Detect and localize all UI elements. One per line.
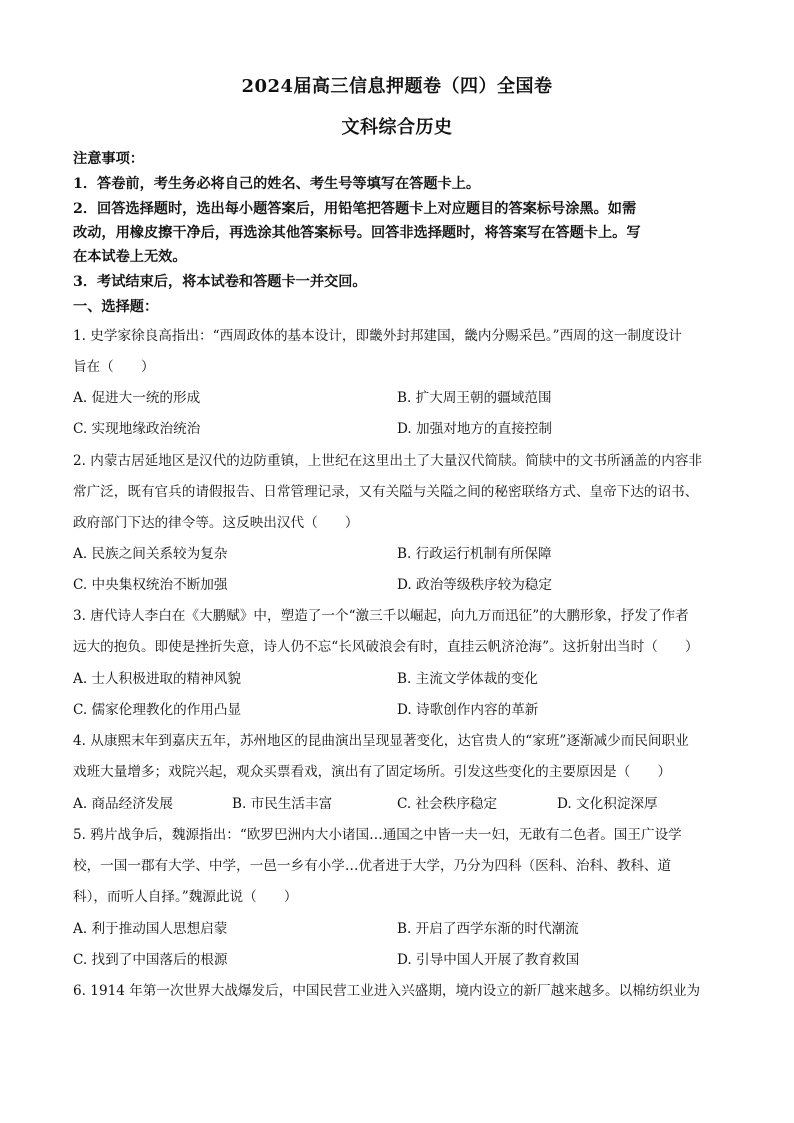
- question-1-option-d: D. 加强对地方的直接控制: [397, 421, 552, 437]
- question-4-option-b: B. 市民生活丰富: [232, 796, 333, 812]
- question-1-text: 旨在（ ）: [73, 359, 155, 375]
- question-3-option-a: A. 士人积极进取的精神风貌: [73, 671, 241, 687]
- question-1-option-c: C. 实现地缘政治统治: [73, 421, 201, 437]
- question-2-text: 政府部门下达的律令等。这反映出汉代（ ）: [73, 515, 359, 531]
- question-3-option-d: D. 诗歌创作内容的革新: [397, 702, 539, 718]
- question-1-text: 1. 史学家徐良高指出：“西周政体的基本设计，即畿外封邦建国，畿内分赐采邑。”西周的这一制度设计: [73, 328, 682, 344]
- question-2-text: 2. 内蒙古居延地区是汉代的边防重镇，上世纪在这里出土了大量汉代简牍。简牍中的文书所涵盖的内容非: [73, 453, 703, 469]
- question-5-text: 5. 鸦片战争后，魏源指出：“欧罗巴洲内大小诸国…通国之中皆一夫一妇，无敢有二色者。国王广设学: [73, 827, 682, 843]
- question-4-text: 戏班大量增多；戏院兴起，观众买票看戏，演出有了固定场所。引发这些变化的主要原因是（ ）: [73, 764, 672, 780]
- question-4-option-d: D. 文化积淀深厚: [557, 796, 658, 812]
- question-5-option-a: A. 利于推动国人思想启蒙: [73, 921, 228, 937]
- question-3-text: 3. 唐代诗人李白在《大鹏赋》中，塑造了一个“激三千以崛起，向九万而迅征”的大鹏形象，抒发了作者: [73, 608, 689, 624]
- section-heading: 一、选择题：: [73, 299, 159, 315]
- question-1-option-b: B. 扩大周王朝的疆域范围: [397, 390, 552, 406]
- question-2-option-a: A. 民族之间关系较为复杂: [73, 546, 228, 562]
- question-4-option-a: A. 商品经济发展: [73, 796, 174, 812]
- exam-subtitle: 文科综合历史: [341, 117, 453, 138]
- question-2-option-b: B. 行政运行机制有所保障: [397, 546, 552, 562]
- question-5-option-c: C. 找到了中国落后的根源: [73, 952, 228, 968]
- question-3-text: 远大的抱负。即使是挫折失意，诗人仍不忘“长风破浪会有时，直挂云帆济沧海”。这折射出当时（ ）: [73, 639, 699, 655]
- question-3-option-c: C. 儒家伦理教化的作用凸显: [73, 702, 242, 718]
- question-2-option-c: C. 中央集权统治不断加强: [73, 577, 228, 593]
- question-1-option-a: A. 促进大一统的形成: [73, 390, 201, 406]
- note-line: 在本试卷上无效。: [73, 249, 187, 265]
- note-line: 2．回答选择题时，选出每小题答案后，用铅笔把答题卡上对应题目的答案标号涂黑。如需: [73, 201, 637, 217]
- note-line: 1．答卷前，考生务必将自己的姓名、考生号等填写在答题卡上。: [73, 176, 481, 192]
- note-line: 3．考试结束后，将本试卷和答题卡一并交回。: [73, 274, 367, 290]
- question-5-text: 科），而听人自择。”魏源此说（ ）: [73, 889, 298, 905]
- question-6-text: 6. 1914 年第一次世界大战爆发后，中国民营工业进入兴盛期，境内设立的新厂越来越多。以棉纺织业为: [73, 983, 701, 999]
- question-2-text: 常广泛，既有官兵的请假报告、日常管理记录，又有关隘与关隘之间的秘密联络方式、皇帝下达的诏书、: [73, 484, 699, 500]
- question-4-text: 4. 从康熙末年到嘉庆五年，苏州地区的昆曲演出呈现显著变化，达官贵人的“家班”逐渐减少而民间职业: [73, 733, 689, 749]
- notes-heading: 注意事项：: [73, 151, 144, 167]
- question-3-option-b: B. 主流文学体裁的变化: [397, 671, 538, 687]
- question-4-option-c: C. 社会秩序稳定: [397, 796, 498, 812]
- exam-title: 2024届高三信息押题卷（四）全国卷: [241, 76, 553, 97]
- question-2-option-d: D. 政治等级秩序较为稳定: [397, 577, 552, 593]
- question-5-option-d: D. 引导中国人开展了教育救国: [397, 952, 580, 968]
- question-5-option-b: B. 开启了西学东渐的时代潮流: [397, 921, 579, 937]
- question-5-text: 校，一国一郡有大学、中学，一邑一乡有小学…优者进于大学，乃分为四科（医科、治科、教科、道: [73, 858, 672, 874]
- note-line: 改动，用橡皮擦干净后，再选涂其他答案标号。回答非选择题时，将答案写在答题卡上。写: [73, 225, 641, 241]
